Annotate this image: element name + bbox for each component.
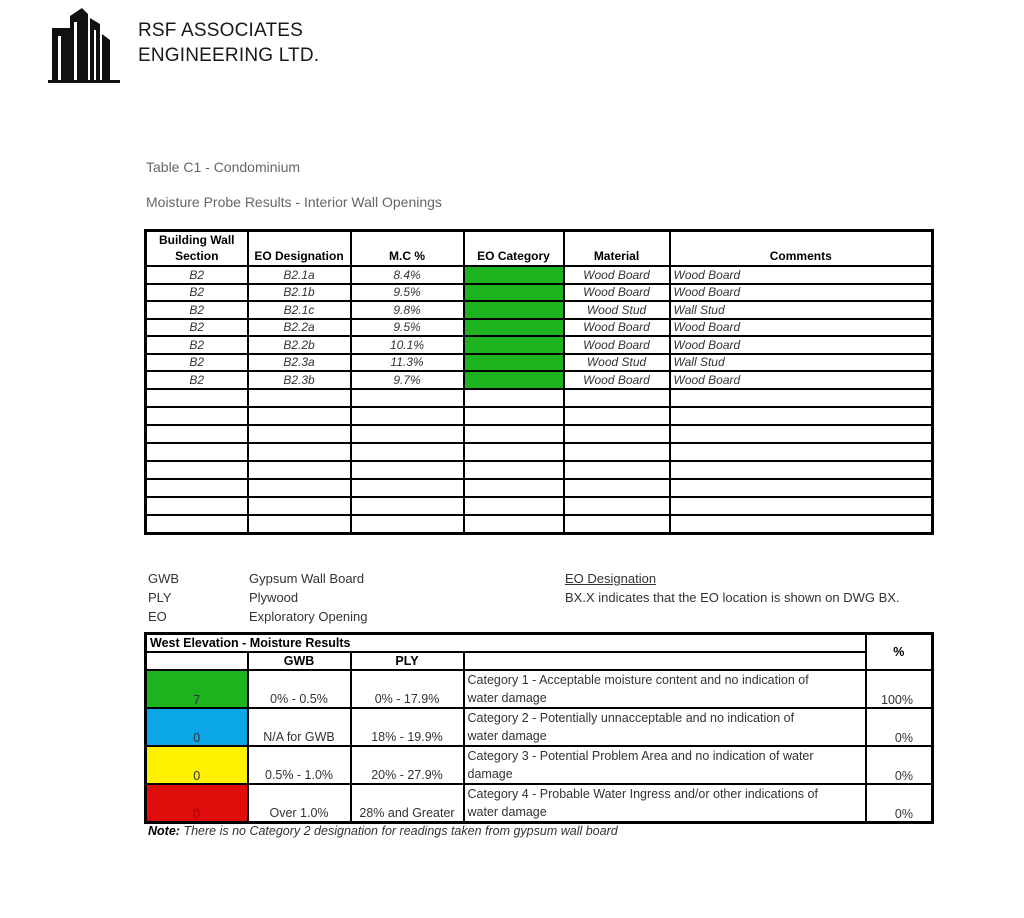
blank-cell [564,497,670,515]
cell-comment: Wood Board [670,266,933,284]
cell-eo-category [464,354,564,372]
cell-mc: 9.5% [351,319,464,337]
cell-section: B2 [146,371,248,389]
header-building-section: Building Wall Section [146,231,248,267]
blank-cell [464,515,564,534]
header-material: Material [564,231,670,267]
blank-cell [564,425,670,443]
category-row [146,746,933,784]
blank-cell [248,479,351,497]
cell-comment: Wood Board [670,319,933,337]
blank-cell [248,443,351,461]
blank-row [146,497,933,515]
gwb-range: 0% - 0.5% [248,670,351,708]
category-count: 0 [146,784,248,823]
category-description: Category 2 - Potentially unnacceptable and no indication of water damage [464,708,866,746]
blank-cell [670,407,933,425]
blank-cell [146,461,248,479]
ply-range: 0% - 17.9% [351,670,464,708]
blank-cell [248,389,351,407]
category-percent: 0% [866,708,933,746]
cell-comment: Wall Stud [670,354,933,372]
note-label: Note: [148,824,180,838]
blank-cell [248,515,351,534]
blank-cell [670,479,933,497]
blank-row [146,407,933,425]
legend-abbr: EO [148,609,167,624]
blank-cell [351,425,464,443]
header-ply: PLY [351,652,464,670]
cell-eo-designation: B2.2b [248,336,351,354]
abbreviation-legend [148,569,448,626]
header-eo-category: EO Category [464,231,564,267]
blank-cell [351,479,464,497]
cell-eo-designation: B2.1a [248,266,351,284]
blank-cell [670,389,933,407]
blank-cell [464,497,564,515]
blank-row [146,389,933,407]
cell-mc: 8.4% [351,266,464,284]
probe-row [146,336,933,354]
blank-cell [146,497,248,515]
legend-def: Plywood [249,590,299,605]
blank-row [146,479,933,497]
blank-cell [670,461,933,479]
blank-cell [670,515,933,534]
category-row [146,670,933,708]
category-count: 7 [146,670,248,708]
blank-row [146,425,933,443]
cell-eo-category [464,284,564,302]
legend-item [148,588,448,607]
eo-designation-heading: EO Designation [565,571,657,586]
category-count: 0 [146,746,248,784]
cell-mc: 9.8% [351,301,464,319]
eo-designation-legend [565,569,900,607]
cell-section: B2 [146,266,248,284]
cell-section: B2 [146,319,248,337]
category-row [146,708,933,746]
probe-row [146,319,933,337]
blank-cell [464,389,564,407]
ply-range: 18% - 19.9% [351,708,464,746]
blank-cell [464,461,564,479]
moisture-probe-table [144,229,934,535]
ply-range: 28% and Greater [351,784,464,823]
category-description: Category 3 - Potential Problem Area and no indication of water damage [464,746,866,784]
footnote [148,824,618,838]
blank-cell [670,443,933,461]
cell-eo-category [464,266,564,284]
category-percent: 0% [866,746,933,784]
table1-subtitle: Moisture Probe Results - Interior Wall Openings [146,194,442,210]
legend-def: Exploratory Opening [249,609,368,624]
blank-cell [564,461,670,479]
blank-cell [564,389,670,407]
blank-header-cell [464,652,866,670]
blank-cell [351,497,464,515]
category-percent: 100% [866,670,933,708]
header-mc: M.C % [351,231,464,267]
blank-cell [248,461,351,479]
cell-eo-designation: B2.3a [248,354,351,372]
blank-cell [351,389,464,407]
blank-row [146,443,933,461]
blank-cell [248,425,351,443]
blank-cell [464,479,564,497]
cell-mc: 9.5% [351,284,464,302]
probe-row [146,371,933,389]
legend-def: Gypsum Wall Board [249,571,365,586]
blank-cell [564,515,670,534]
cell-eo-category [464,371,564,389]
blank-cell [564,407,670,425]
blank-cell [146,515,248,534]
category-description: Category 4 - Probable Water Ingress and/or other indications of water damage [464,784,866,823]
blank-cell [564,443,670,461]
company-name-line1: RSF ASSOCIATES [138,20,304,41]
blank-cell [564,479,670,497]
blank-header-cell [146,652,248,670]
blank-cell [248,497,351,515]
blank-cell [146,479,248,497]
blank-cell [351,407,464,425]
eo-designation-text: BX.X indicates that the EO location is shown on DWG BX. [565,590,900,605]
cell-section: B2 [146,336,248,354]
category-percent: 0% [866,784,933,823]
cell-material: Wood Board [564,266,670,284]
blank-cell [464,407,564,425]
blank-cell [146,425,248,443]
probe-row [146,266,933,284]
gwb-range: 0.5% - 1.0% [248,746,351,784]
header-gwb: GWB [248,652,351,670]
header-eo-designation: EO Designation [248,231,351,267]
blank-row [146,515,933,534]
legend-abbr: PLY [148,590,172,605]
blank-row [146,461,933,479]
legend-item [148,569,448,588]
blank-cell [146,407,248,425]
percent-header: % [866,634,933,671]
legend-item [148,607,448,626]
blank-cell [670,425,933,443]
blank-cell [351,443,464,461]
cell-comment: Wood Board [670,284,933,302]
category-row [146,784,933,823]
category-description: Category 1 - Acceptable moisture content and no indication of water damage [464,670,866,708]
west-elevation-title: West Elevation - Moisture Results [146,634,866,653]
cell-material: Wood Board [564,336,670,354]
cell-eo-category [464,336,564,354]
header-comments: Comments [670,231,933,267]
cell-mc: 11.3% [351,354,464,372]
ply-range: 20% - 27.9% [351,746,464,784]
cell-mc: 10.1% [351,336,464,354]
cell-material: Wood Stud [564,301,670,319]
probe-row [146,301,933,319]
note-text: There is no Category 2 designation for readings taken from gypsum wall board [183,824,618,838]
company-name [138,18,319,68]
cell-section: B2 [146,354,248,372]
blank-cell [464,443,564,461]
cell-section: B2 [146,284,248,302]
cell-comment: Wall Stud [670,301,933,319]
cell-material: Wood Board [564,284,670,302]
blank-cell [351,515,464,534]
cell-section: B2 [146,301,248,319]
cell-comment: Wood Board [670,336,933,354]
blank-cell [248,407,351,425]
company-logo-icon [48,6,120,84]
gwb-range: N/A for GWB [248,708,351,746]
blank-cell [146,443,248,461]
category-count: 0 [146,708,248,746]
cell-mc: 9.7% [351,371,464,389]
probe-row [146,354,933,372]
blank-cell [464,425,564,443]
gwb-range: Over 1.0% [248,784,351,823]
cell-eo-category [464,301,564,319]
blank-cell [146,389,248,407]
legend-abbr: GWB [148,571,180,586]
cell-eo-designation: B2.2a [248,319,351,337]
probe-row [146,284,933,302]
cell-material: Wood Stud [564,354,670,372]
company-name-line2: ENGINEERING LTD. [138,45,320,66]
cell-eo-designation: B2.1c [248,301,351,319]
cell-eo-designation: B2.1b [248,284,351,302]
cell-eo-designation: B2.3b [248,371,351,389]
west-elevation-results-table [144,632,934,824]
blank-cell [670,497,933,515]
cell-material: Wood Board [564,319,670,337]
table1-title: Table C1 - Condominium [146,159,301,175]
blank-cell [351,461,464,479]
cell-comment: Wood Board [670,371,933,389]
cell-material: Wood Board [564,371,670,389]
cell-eo-category [464,319,564,337]
